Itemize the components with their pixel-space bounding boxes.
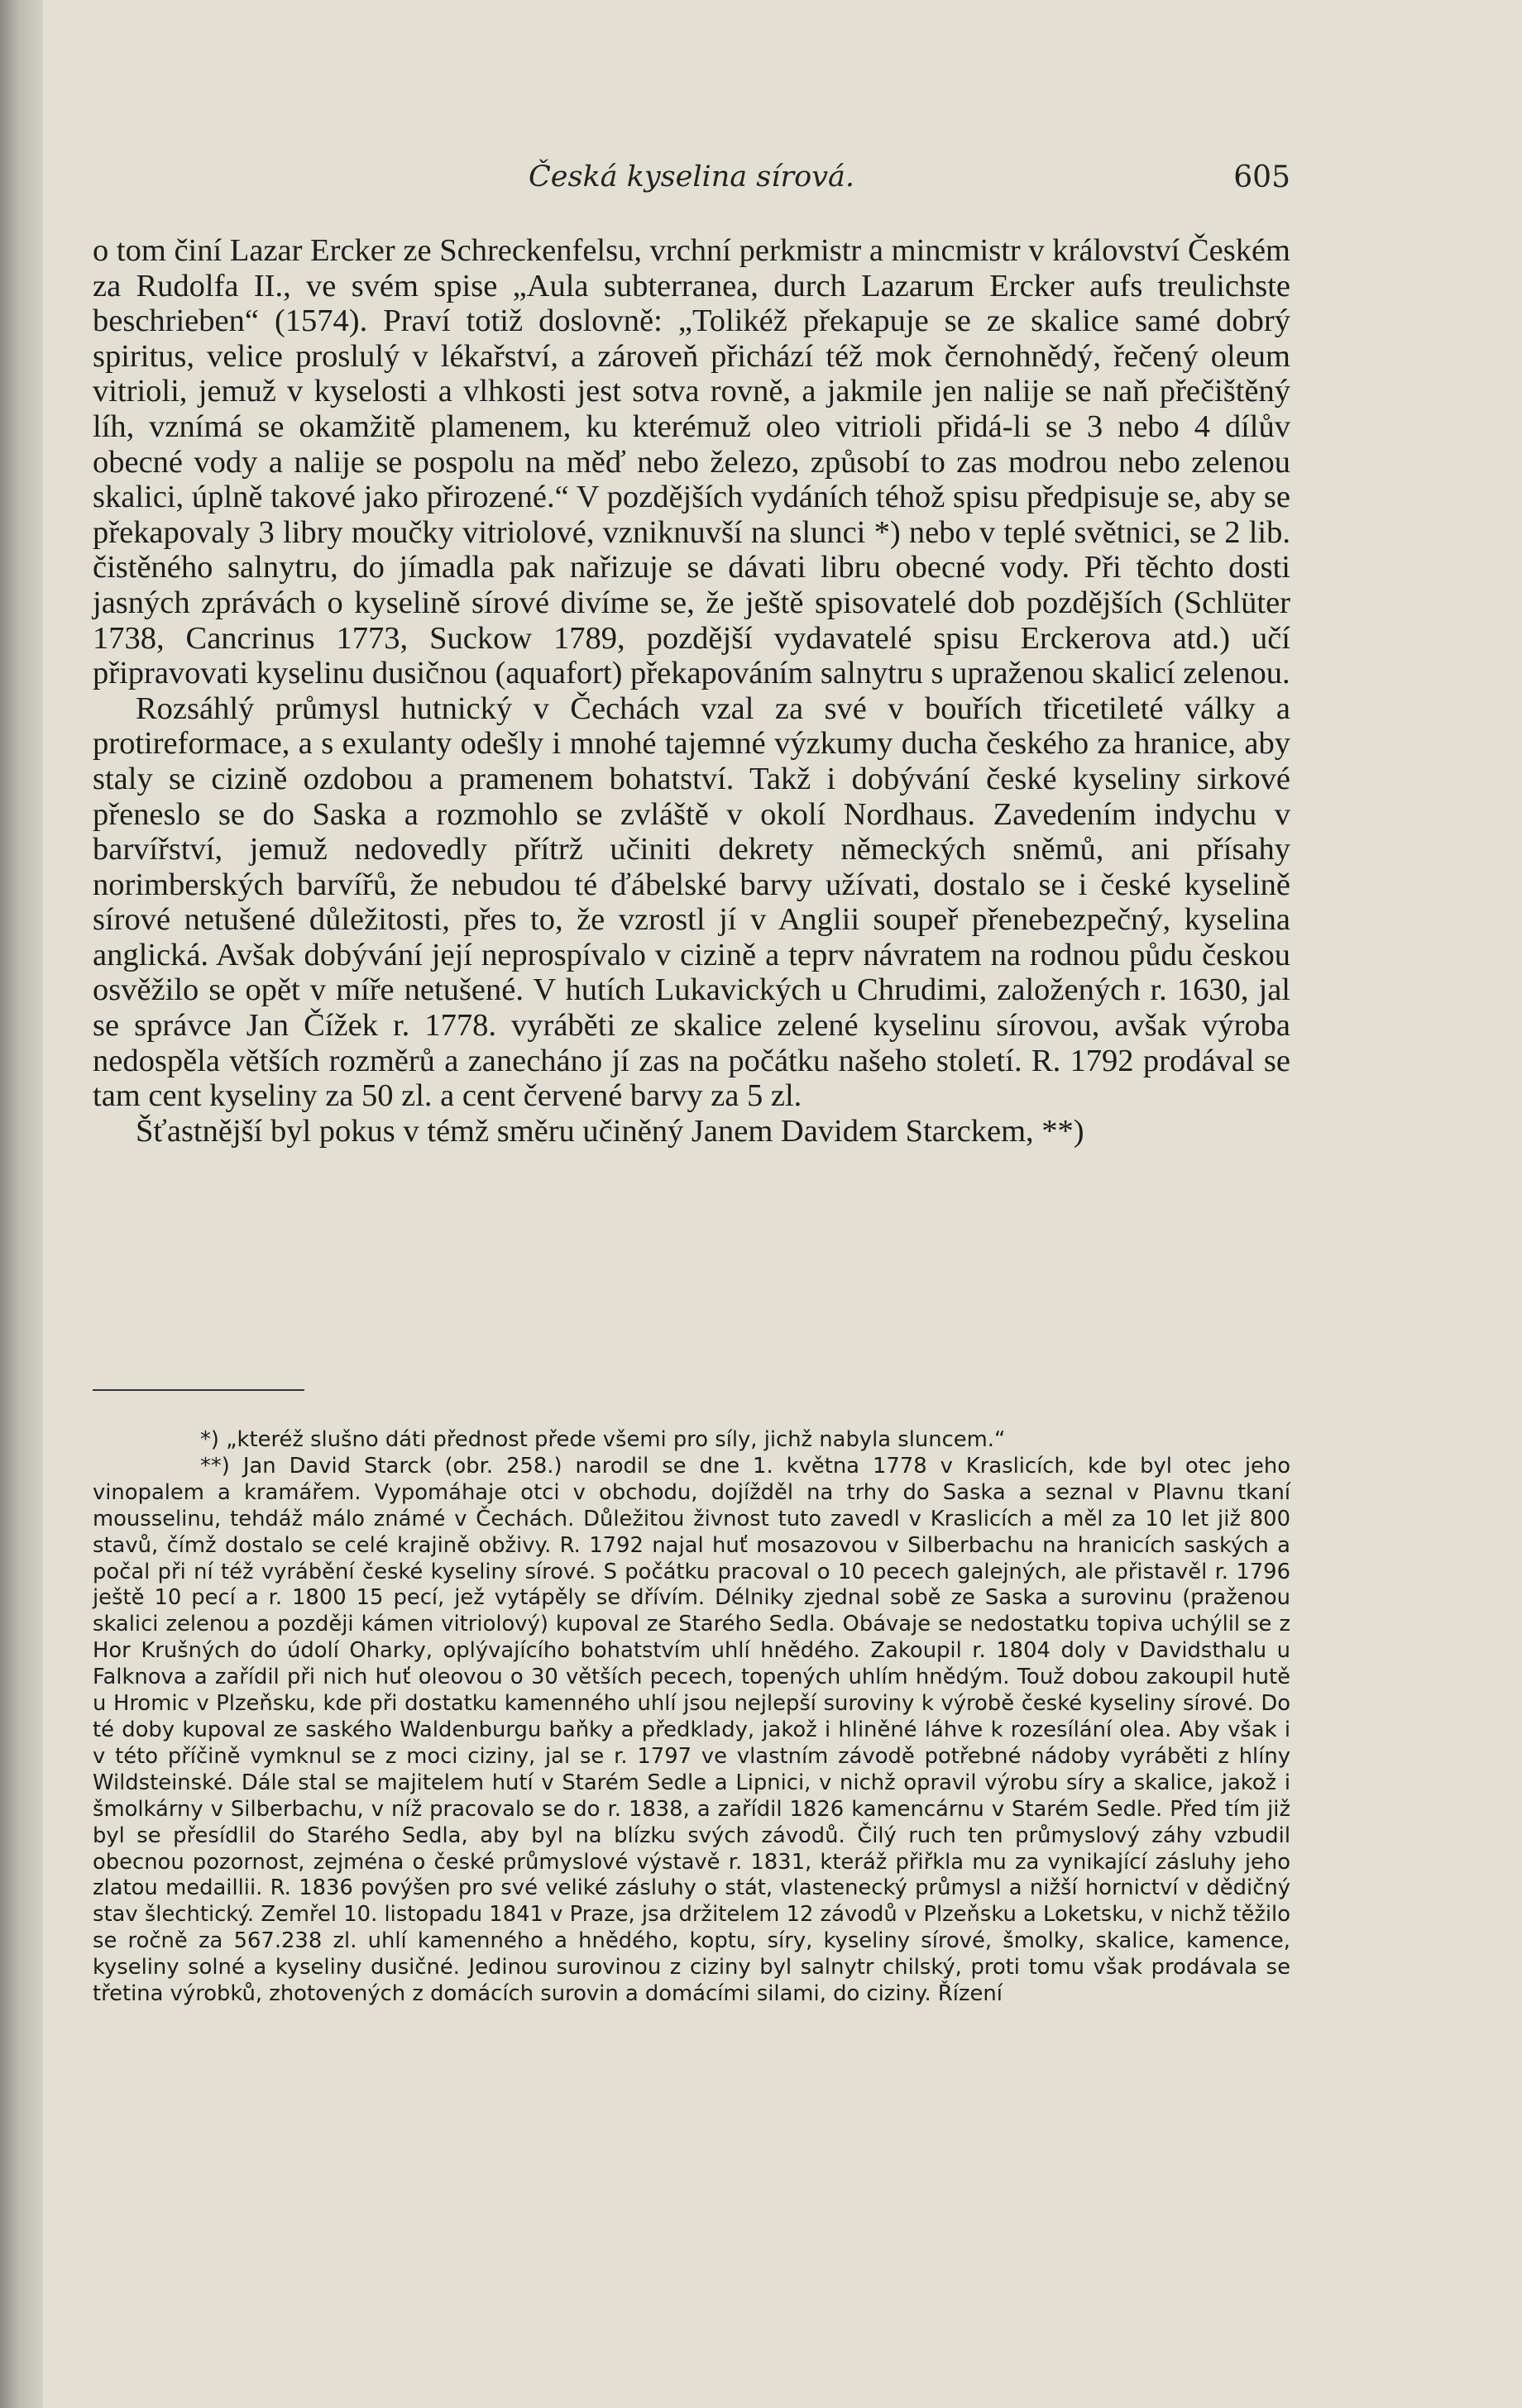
book-spine-shadow bbox=[0, 0, 43, 2408]
footnote-divider bbox=[93, 1389, 304, 1391]
running-header bbox=[93, 154, 1290, 203]
paragraph: Rozsáhlý průmysl hutnický v Čechách vzal za své v bouřích třicetileté války a protireformace, a s exulanty odešly i mnohé tajemné výzkumy ducha českého za hranice, aby staly se cizině ozdobou a pramenem bohatství. Takž i dobývání české kyseliny sirkové přeneslo se do Saska a rozmohlo se zvláště v okolí Nordhaus. Zavedením indychu v barvířství, jemuž nedovedly přítrž učiniti dekrety německých sněmů, ani přísahy norimberských barvířů, že nebudou té ďábelské barvy užívati, dostalo se i české kyselině sírové netušené důležitosti, přes to, že vzrostl jí v Anglii soupeř přenebezpečný, kyselina anglická. Avšak dobývání její neprospívalo v cizině a teprv návratem na rodnou půdu českou osvěžilo se opět v míře netušené. V hutích Lukavických u Chrudimi, založených r. 1630, jal se správce Jan Čížek r. 1778. vyráběti ze skalice zelené kyselinu sírovou, avšak výroba nedospěla větších rozměrů a zanecháno jí zas na počátku našeho století. R. 1792 prodával se tam cent kyseliny za 50 zl. a cent červené barvy za 5 zl. bbox=[93, 690, 1290, 1114]
page-number: 605 bbox=[1233, 160, 1290, 194]
running-title: Česká kyselina sírová. bbox=[529, 160, 854, 194]
footnote: *) „kteréž slušno dáti přednost přede všemi pro síly, jichž nabyla sluncem.“ bbox=[200, 1427, 1006, 1452]
main-text bbox=[93, 233, 1290, 1149]
footnote: **) Jan David Starck (obr. 258.) narodil se dne 1. května 1778 v Kraslicích, kde byl otec jeho vinopalem a kramářem. Vypomáhaje otci v obchodu, dojížděl na trhy do Saska a seznal v Plavnu tkaní mousselinu, tehdáž málo známé v Čechách. Důležitou živnost tuto zavedl v Kraslicích a měl za 10 let již 800 stavů, čímž dostalo se celé krajině obživy. R. 1792 najal huť mosazovou v Silberbachu na hranicích saských a počal při ní též vyrábění české kyseliny sírové. S počátku pracoval o 10 pecech galejných, ale přistavěl r. 1796 ještě 10 pecí a r. 1800 15 pecí, jež vytápěly se dřívím. Délniky zjednal sobě ze Saska a surovinu (praženou skalici zelenou a později kámen vitriolový) kupoval ze Starého Sedla. Obávaje se nedostatku topiva uchýlil se z Hor Krušných do údolí Oharky, oplývajícího bohatstvím uhlí hnědého. Zakoupil r. 1804 doly v Davidsthalu u Falknova a zařídil při nich huť oleovou o 30 větších pecech, topených uhlím hnědým. Touž dobou zakoupil hutě u Hromic v Plzeňsku, kde při dostatku kamenného uhlí jsou nejlepší suroviny k výrobě české kyseliny sírové. Do té doby kupoval ze saského Waldenburgu baňky a předklady, jakož i hliněné láhve k rozesílání olea. Aby však i v této příčině vymknul se z moci ciziny, jal se r. 1797 ve vlastním závodě potřebné nádoby vyráběti z hlíny Wildsteinské. Dále stal se majitelem hutí v Starém Sedle a Lipnici, v nichž opravil výrobu síry a skalice, jakož i šmolkárny v Silberbachu, v níž pracovalo se do r. 1838, a zařídil 1826 kamencárnu v Starém Sedle. Před tím již byl se přesídlil do Starého Sedla, aby byl na blízku svých závodů. Čilý ruch ten průmyslový záhy vzbudil obecnou pozornost, zejména o české průmyslové výstavě r. 1831, kteráž přiřkla mu za vynikající zásluhy jeho zlatou medaillii. R. 1836 povýšen pro své veliké zásluhy o stát, vlastenecký průmysl a nižší hornictví v dědičný stav šlechtický. Zemřel 10. listopadu 1841 v Praze, jsa držitelem 12 závodů v Plzeňsku a Loketsku, v nichž těžilo se ročně za 567.238 zl. uhlí kamenného a hnědého, koptu, síry, kyseliny sírové, šmolky, skalice, kamence, kyseliny solné a kyseliny dusičné. Jedinou surovinou z ciziny byl salnytr chilský, proti tomu však prodávala se třetina výrobků, zhotovených z domácích surovin a domácími silami, do ciziny. Řízení bbox=[93, 1453, 1290, 2007]
paragraph: Šťastnější byl pokus v témž směru učiněný Janem Davidem Starckem, **) bbox=[136, 1113, 1084, 1149]
footnotes bbox=[93, 1427, 1290, 2008]
paragraph: o tom činí Lazar Ercker ze Schreckenfelsu, vrchní perkmistr a mincmistr v království Českém za Rudolfa II., ve svém spise „Aula subterranea, durch Lazarum Ercker aufs treulichste beschrieben“ (1574). Praví totiž doslovně: „Tolikéž překapuje se ze skalice samé dobrý spiritus, velice proslulý v lékařství, a zároveň přichází též mok černohnědý, řečený oleum vitrioli, jemuž v kyselosti a vlhkosti jest sotva rovně, a jakmile jen nalije se naň přečištěný líh, vznímá se okamžitě plamenem, ku kterémuž oleo vitrioli přidá-li se 3 nebo 4 dílův obecné vody a nalije se pospolu na měď nebo železo, způsobí to zas modrou nebo zelenou skalici, úplně takové jako přirozené.“ V pozdějších vydáních téhož spisu předpisuje se, aby se překapovaly 3 libry moučky vitriolové, vzniknuvší na slunci *) nebo v teplé světnici, se 2 lib. čistěného salnytru, do jímadla pak nařizuje se dávati libru obecné vody. Při těchto dosti jasných zprávách o kyselině sírové divíme se, že ještě spisovatelé dob pozdějších (Schlüter 1738, Cancrinus 1773, Suckow 1789, pozdější vydavatelé spisu Erckerova atd.) učí připravovati kyselinu dusičnou (aquafort) překapováním salnytru s upraženou skalicí zelenou. bbox=[93, 233, 1290, 691]
